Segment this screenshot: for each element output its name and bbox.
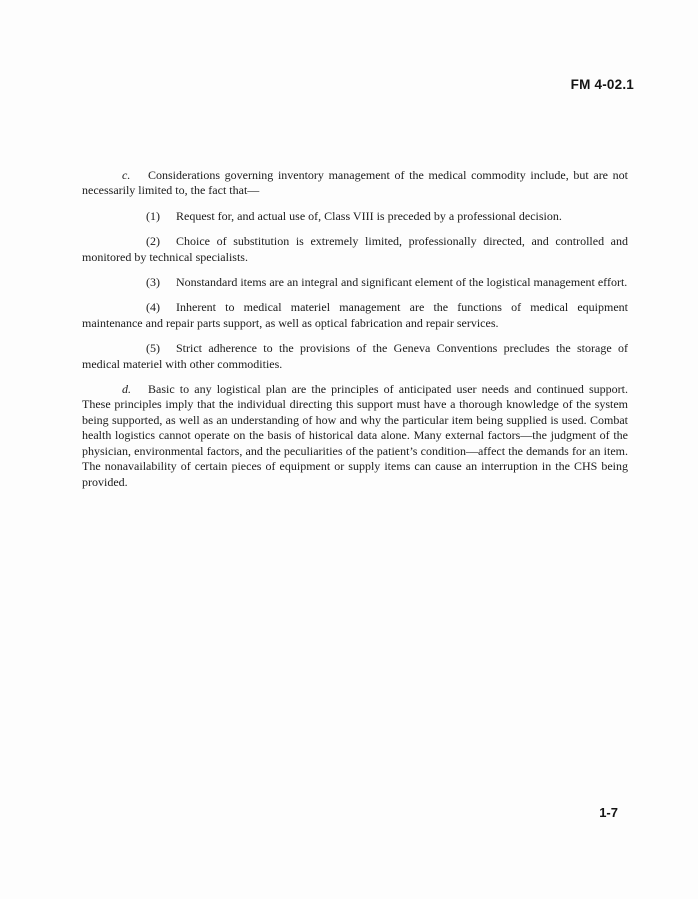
- paragraph-1: [82, 209, 628, 224]
- paragraph-text: Considerations governing inventory management of the medical commodity include, but are not necessarily limited to, the fact that—: [82, 168, 628, 198]
- paragraph-label: (3): [146, 275, 160, 290]
- paragraph-5: [82, 341, 628, 372]
- paragraph-3: [82, 275, 628, 290]
- paragraph-2: [82, 234, 628, 265]
- paragraph-4: [82, 300, 628, 331]
- paragraph-label: (2): [146, 234, 160, 249]
- paragraph-text: Nonstandard items are an integral and significant element of the logistical management effort.: [176, 275, 628, 290]
- paragraph-text: Request for, and actual use of, Class VIII is preceded by a professional decision.: [176, 208, 562, 223]
- document-id-header: FM 4-02.1: [570, 77, 634, 92]
- paragraph-text: Strict adherence to the provisions of the Geneva Conventions precludes the storage of medical materiel with other commodities.: [82, 341, 628, 371]
- page-number: 1-7: [599, 805, 618, 820]
- document-body: [82, 168, 628, 500]
- paragraph-label: (4): [146, 300, 160, 315]
- paragraph-label: c.: [122, 168, 131, 182]
- paragraph-label: (5): [146, 341, 160, 356]
- paragraph-label: d.: [122, 382, 131, 397]
- paragraph-c: [82, 168, 628, 199]
- paragraph-label: (1): [146, 208, 160, 223]
- paragraph-text: Choice of substitution is extremely limited, professionally directed, and controlled and monitored by technical specialists.: [82, 234, 628, 264]
- paragraph-text: Basic to any logistical plan are the principles of anticipated user needs and continued support. These principles imply that the individual directing this support must have a thorough knowledge of the system being supported, as well as an understanding of how and why the particular item being supplied is used. Combat health logistics cannot operate on the basis of historical data alone. Many external factors—the judgment of the physician, environmental factors, and the peculiarities of the patient’s condition—affect the demands for an item. The nonavailability of certain pieces of equipment or supply items can cause an interruption in the CHS being provided.: [82, 382, 628, 489]
- paragraph-d: [82, 382, 628, 490]
- paragraph-text: Inherent to medical materiel management are the functions of medical equipment maintenance and repair parts support, as well as optical fabrication and repair services.: [82, 300, 628, 330]
